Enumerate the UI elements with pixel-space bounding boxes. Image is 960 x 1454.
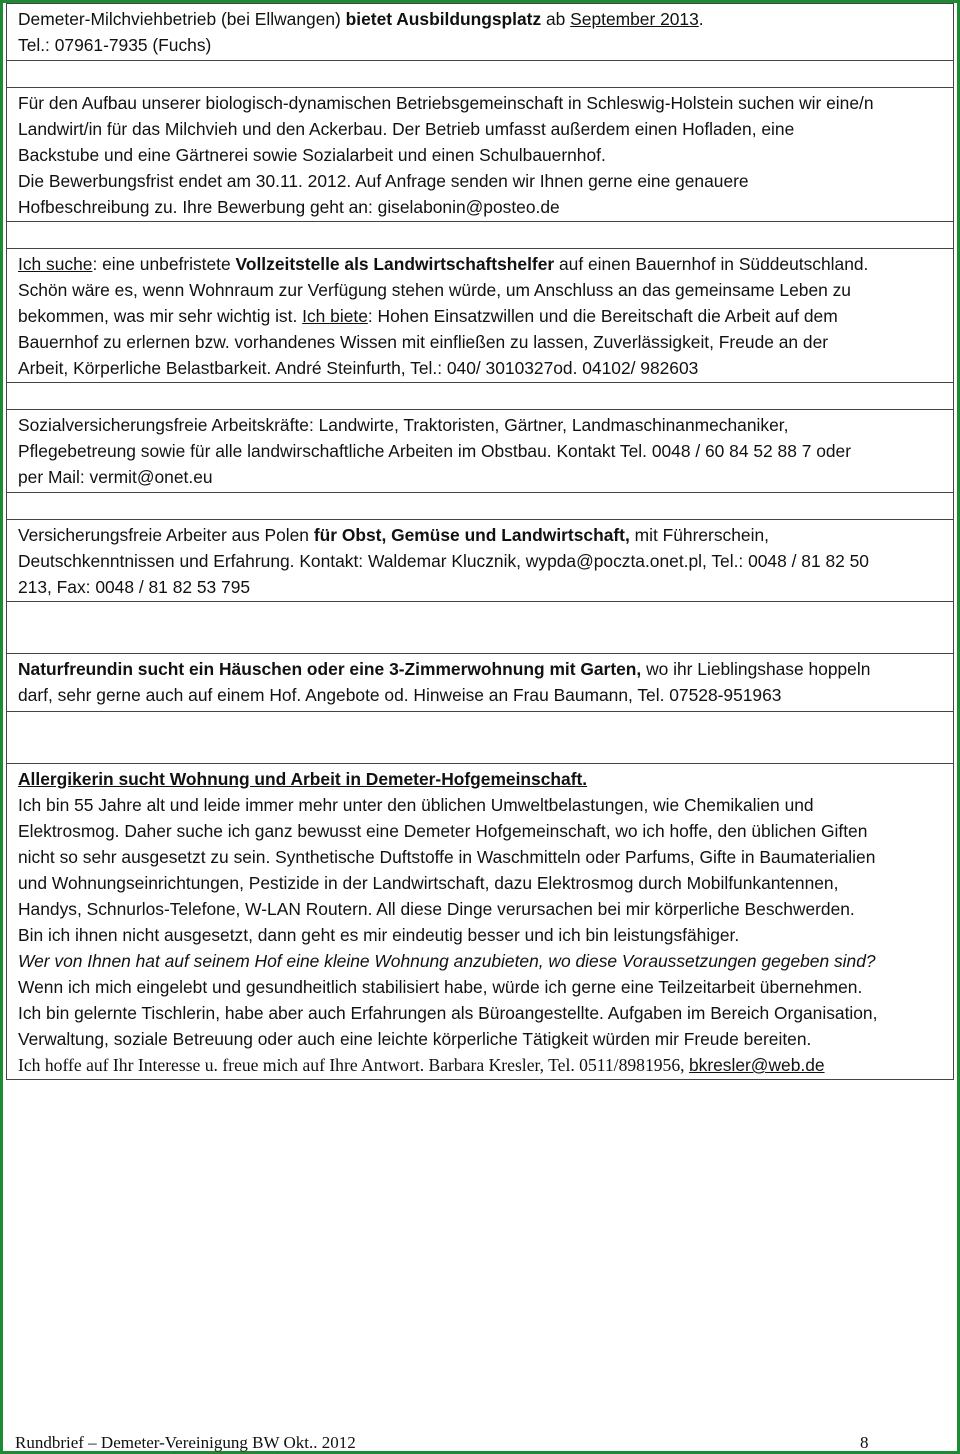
ad-text: Demeter-Milchviehbetrieb (bei Ellwangen) bbox=[18, 9, 346, 29]
ad-text: Für den Aufbau unserer biologisch-dynamischen Betriebsgemeinschaft in Schleswig-Holstein suchen wir eine/n bbox=[18, 93, 874, 113]
separator-row bbox=[6, 382, 954, 410]
ad-text: Elektrosmog. Daher suche ich ganz bewusst eine Demeter Hofgemeinschaft, wo ich hoffe, den üblichen Giften bbox=[18, 821, 868, 841]
ad-text: Backstube und eine Gärtnerei sowie Sozialarbeit und einen Schulbauernhof. bbox=[18, 145, 606, 165]
ad-contact: Hofbeschreibung zu. Ihre Bewerbung geht an: giselabonin@posteo.de bbox=[18, 197, 560, 217]
ad-text: Die Bewerbungsfrist endet am 30.11. 2012. Auf Anfrage senden wir Ihnen gerne eine genauere bbox=[18, 171, 749, 191]
ad-highlight: für Obst, Gemüse und Landwirtschaft, bbox=[313, 525, 630, 545]
ad-contact: Ich hoffe auf Ihr Interesse u. freue mich auf Ihre Antwort. Barbara Kresler, Tel. 0511/8981956, bbox=[18, 1055, 689, 1075]
ad-ausbildungsplatz bbox=[6, 3, 954, 61]
ad-text: wo ihr Lieblingshase hoppeln bbox=[641, 659, 871, 679]
page-footer bbox=[15, 1433, 957, 1453]
ad-text: ab bbox=[541, 9, 571, 29]
ad-date: September 2013 bbox=[570, 9, 699, 29]
separator-row bbox=[6, 60, 954, 88]
ad-text: Bauernhof zu erlernen bzw. vorhandenes Wissen mit einfließen zu lassen, Zuverlässigkeit, Freude an der bbox=[18, 332, 829, 352]
ad-highlight: Naturfreundin sucht ein Häuschen oder eine 3-Zimmerwohnung mit Garten, bbox=[18, 659, 642, 679]
ad-contact: per Mail: vermit@onet.eu bbox=[18, 467, 213, 487]
separator-row bbox=[6, 711, 954, 764]
ad-text: Landwirt/in für das Milchvieh und den Ackerbau. Der Betrieb umfasst außerdem einen Hofladen, eine bbox=[18, 119, 795, 139]
separator-row bbox=[6, 601, 954, 654]
ad-label: Ich suche bbox=[18, 254, 93, 274]
ad-text: bekommen, was mir sehr wichtig ist. bbox=[18, 306, 303, 326]
ad-text: Handys, Schnurlos-Telefone, W-LAN Routern. All diese Dinge verursachen bei mir körperliche Beschwerden. bbox=[18, 899, 855, 919]
page-number: 8 bbox=[860, 1433, 869, 1452]
ad-contact: Arbeit, Körperliche Belastbarkeit. André Steinfurth, Tel.: 040/ 3010327od. 04102/ 982603 bbox=[18, 358, 699, 378]
ad-text: Sozialversicherungsfreie Arbeitskräfte: Landwirte, Traktoristen, Gärtner, Landmaschinanmechaniker, bbox=[18, 415, 789, 435]
ad-question: Wer von Ihnen hat auf seinem Hof eine kleine Wohnung anzubieten, wo diese Voraussetzungen gegeben sind? bbox=[18, 951, 876, 971]
ad-text: : eine unbefristete bbox=[92, 254, 236, 274]
ad-landwirtschaftshelfer bbox=[6, 248, 954, 383]
ad-text: mit Führerschein, bbox=[629, 525, 769, 545]
ad-text: Schön wäre es, wenn Wohnraum zur Verfügung stehen würde, um Anschluss an das gemeinsame Leben zu bbox=[18, 280, 851, 300]
ad-arbeiter-polen bbox=[6, 519, 954, 602]
ad-text: Versicherungsfreie Arbeiter aus Polen bbox=[18, 525, 314, 545]
ad-highlight: bietet Ausbildungsplatz bbox=[345, 9, 542, 29]
ad-text: und Wohnungseinrichtungen, Pestizide in der Landwirtschaft, dazu Elektrosmog durch Mobilfunkantennen, bbox=[18, 873, 839, 893]
ad-highlight: Vollzeitstelle als Landwirtschaftshelfer bbox=[235, 254, 555, 274]
ad-title: Allergikerin sucht Wohnung und Arbeit in Demeter-Hofgemeinschaft. bbox=[18, 769, 588, 789]
ad-text: Bin ich ihnen nicht ausgesetzt, dann geht es mir eindeutig besser und ich bin leistungsfähiger. bbox=[18, 925, 740, 945]
email-link[interactable]: bkresler@web.de bbox=[688, 1055, 825, 1075]
separator-row bbox=[6, 221, 954, 249]
ad-allergikerin bbox=[6, 763, 954, 1080]
footer-title: Rundbrief – Demeter-Vereinigung BW Okt.. 2012 bbox=[15, 1433, 356, 1452]
ad-text: Ich bin gelernte Tischlerin, habe aber auch Erfahrungen als Büroangestellte. Aufgaben im Bereich Organisation, bbox=[18, 1003, 878, 1023]
ad-text: Verwaltung, soziale Betreuung oder auch eine leichte körperliche Tätigkeit würden mir Freude bereiten. bbox=[18, 1029, 812, 1049]
ad-label: Ich biete bbox=[302, 306, 368, 326]
ad-naturfreundin bbox=[6, 653, 954, 712]
ad-text: auf einen Bauernhof in Süddeutschland. bbox=[554, 254, 869, 274]
ad-text: . bbox=[698, 9, 704, 29]
ad-text: Wenn ich mich eingelebt und gesundheitlich stabilisiert habe, würde ich gerne eine Teilzeitarbeit übernehmen. bbox=[18, 977, 863, 997]
ad-contact: 213, Fax: 0048 / 81 82 53 795 bbox=[18, 577, 251, 597]
ad-text: Deutschkenntnissen und Erfahrung. Kontakt: Waldemar Klucznik, wypda@poczta.onet.pl, Tel.: 0048 / 81 82 50 bbox=[18, 551, 869, 571]
separator-row bbox=[6, 492, 954, 520]
ad-text: nicht so sehr ausgesetzt zu sein. Synthetische Duftstoffe in Waschmitteln oder Parfums, Gifte in Baumaterialien bbox=[18, 847, 876, 867]
ad-text: Ich bin 55 Jahre alt und leide immer mehr unter den üblichen Umweltbelastungen, wie Chemikalien und bbox=[18, 795, 814, 815]
ad-contact: darf, sehr gerne auch auf einem Hof. Angebote od. Hinweise an Frau Baumann, Tel. 07528-951963 bbox=[18, 685, 782, 705]
ad-text: : Hohen Einsatzwillen und die Bereitschaft die Arbeit auf dem bbox=[367, 306, 838, 326]
ad-betriebsgemeinschaft bbox=[6, 87, 954, 222]
ad-contact: Tel.: 07961-7935 (Fuchs) bbox=[18, 35, 212, 55]
ad-text: Pflegebetreung sowie für alle landwirschaftliche Arbeiten im Obstbau. Kontakt Tel. 0048 / 60 84 52 88 7 oder bbox=[18, 441, 852, 461]
ad-arbeitskraefte bbox=[6, 409, 954, 493]
